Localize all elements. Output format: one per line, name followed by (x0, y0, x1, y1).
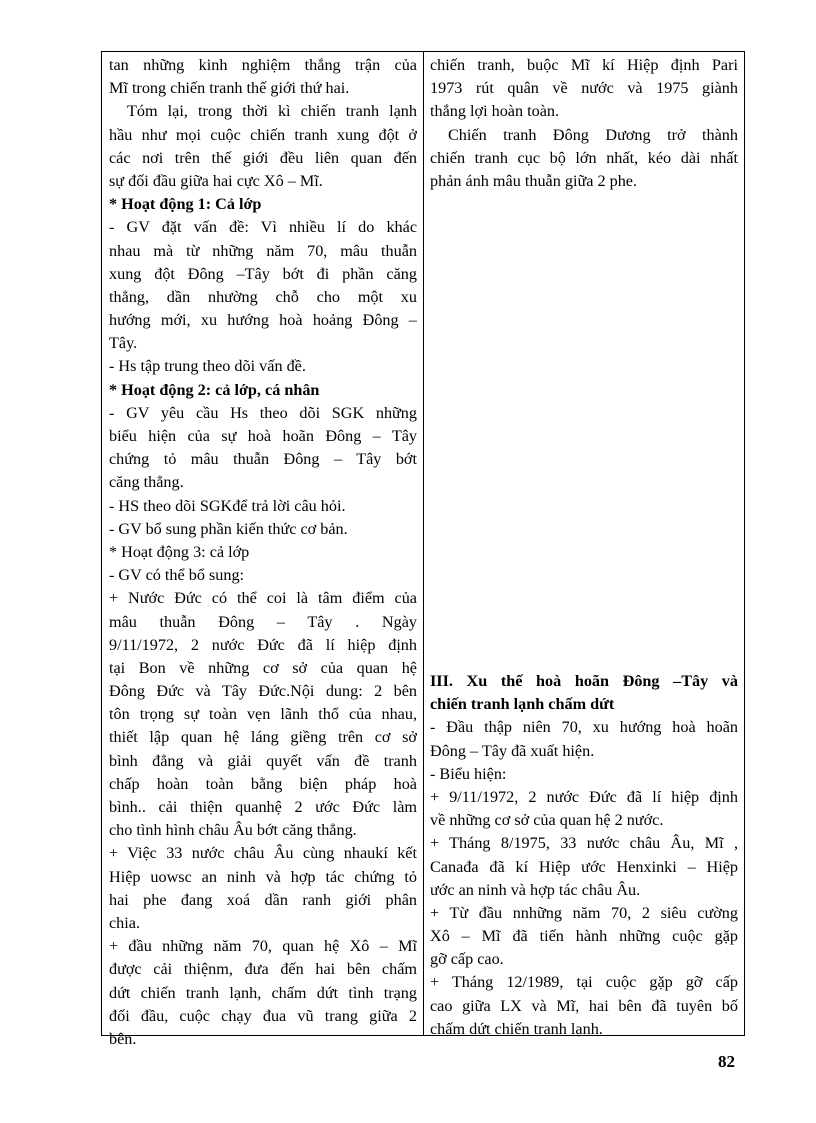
text-line: + Việc 33 nước châu Âu cùng nhaukí kết (109, 844, 417, 863)
text-line: Canađa đã kí Hiệp ước Henxinki – Hiệp (430, 857, 738, 876)
text-line: bình đẳng và giải quyết vấn đề tranh (109, 751, 417, 770)
text-line: Chiến tranh Đông Dương trở thành (448, 125, 738, 144)
text-line: - GV yêu cầu Hs theo dõi SGK những (109, 403, 417, 422)
text-line: cao giữa LX và Mĩ, hai bên đã tuyên bố (430, 996, 738, 1015)
teacher-student-activities-column (102, 52, 424, 1048)
text-line: mâu thuẫn Đông – Tây . Ngày (109, 612, 417, 631)
text-line: ước an ninh và hợp tác châu Âu. (430, 880, 641, 899)
content-table (101, 51, 745, 1048)
text-line: + đầu những năm 70, quan hệ Xô – Mĩ (109, 937, 417, 956)
text-line: tại Bon về những cơ sở của quan hệ (109, 658, 417, 677)
text-line: chiến tranh cục bộ lớn nhất, kéo dài nhất (430, 148, 738, 167)
text-line: thẳng, dần nhường chỗ cho một xu (109, 287, 417, 306)
text-line: Đông – Tây đã xuất hiện. (430, 741, 595, 760)
text-line: gỡ cấp cao. (430, 950, 504, 969)
text-line: cho tình hình châu Âu bớt căng thẳng. (109, 821, 357, 840)
text-line: chấm dứt chiến tranh lạnh. (430, 1019, 603, 1038)
text-line: bình.. cải thiện quanhệ 2 ước Đức làm (109, 798, 417, 816)
text-line: - GV bổ sung phần kiến thức cơ bản. (109, 519, 348, 538)
text-line: chấp hoàn toàn bằng biện pháp hoà (109, 774, 417, 793)
text-line: + Tháng 12/1989, tại cuộc gặp gỡ cấp (430, 973, 738, 992)
activity-heading: * Hoạt động 2: cả lớp, cá nhân (109, 380, 320, 399)
text-line: hầu như mọi cuộc chiến tranh xung đột ở (109, 125, 417, 144)
page-number: 82 (718, 1052, 735, 1071)
text-line: Xô – Mĩ đã tiến hành những cuộc gặp (430, 927, 738, 946)
activity-heading: * Hoạt động 3: cả lớp (109, 542, 250, 561)
text-line: Mĩ trong chiến tranh thế giới thứ hai. (109, 79, 350, 98)
section-heading: III. Xu thế hoà hoãn Đông –Tây và (430, 672, 738, 690)
right-top-block (430, 54, 738, 193)
text-line: + Từ đầu nnhững năm 70, 2 siêu cường (430, 903, 738, 922)
text-line: Tóm lại, trong thời kì chiến tranh lạnh (127, 102, 417, 121)
text-line: tan những kinh nghiệm thắng trận của (109, 56, 417, 74)
text-line: hướng mới, xu hướng hoà hoảng Đông – (109, 311, 417, 330)
text-line: - GV có thể bổ sung: (109, 566, 245, 585)
text-line: - Biểu hiện: (430, 764, 507, 783)
text-line: xung đột Đông –Tây bớt đi phần căng (109, 264, 417, 283)
text-line: Hiệp uowsc an ninh và hợp tác chứng tỏ (109, 867, 417, 886)
text-line: biểu hiện của sự hoà hoãn Đông – Tây (109, 427, 417, 445)
text-line: + Tháng 8/1975, 33 nước châu Âu, Mĩ , (430, 834, 738, 853)
activity-heading: * Hoạt động 1: Cả lớp (109, 195, 262, 214)
text-line: phản ánh mâu thuẫn giữa 2 phe. (430, 171, 638, 190)
text-line: chia. (109, 913, 141, 932)
section-heading: chiến tranh lạnh chấm dứt (430, 695, 615, 714)
key-content-column (424, 52, 744, 1038)
text-line: thắng lợi hoàn toàn. (430, 102, 560, 121)
text-line: dứt chiến tranh lạnh, chấm dứt tình trạng (109, 983, 417, 1002)
text-line: Tây. (109, 334, 138, 353)
text-line: + Nước Đức có thể coi là tâm điểm của (109, 589, 417, 608)
text-line: nhau mà từ những năm 70, mâu thuẫn (109, 241, 417, 260)
text-line: thiết lập quan hệ láng giềng trên cơ sở (109, 728, 417, 747)
text-line: căng thẳng. (109, 473, 184, 492)
text-line: - Hs tập trung theo dõi vấn đề. (109, 357, 306, 376)
text-line: Đông Đức và Tây Đức.Nội dung: 2 bên (109, 682, 417, 701)
section-iii-block (430, 670, 738, 1041)
text-line: bên. (109, 1029, 137, 1048)
text-line: chiến tranh, buộc Mĩ kí Hiệp định Pari (430, 56, 738, 74)
text-line: - GV đặt vấn đề: Vì nhiều lí do khác (109, 218, 417, 237)
text-line: 9/11/1972, 2 nước Đức đã lí hiệp định (109, 635, 417, 654)
text-line: sự đối đầu giữa hai cực Xô – Mĩ. (109, 171, 323, 190)
text-line: về những cơ sở của quan hệ 2 nước. (430, 811, 664, 830)
text-line: được cải thiệnm, đưa đến hai bên chấm (109, 960, 417, 979)
text-line: - HS theo dõi SGKđể trả lời câu hỏi. (109, 496, 346, 515)
text-line: đối đầu, cuộc chạy đua vũ trang giữa 2 (109, 1006, 417, 1025)
text-line: chứng tỏ mâu thuẫn Đông – Tây bớt (109, 450, 417, 469)
text-line: 1973 rút quân về nước và 1975 giành (430, 79, 738, 98)
text-line: tôn trọng sự toàn vẹn lãnh thổ của nhau, (109, 705, 417, 724)
text-line: - Đầu thập niên 70, xu hướng hoà hoãn (430, 718, 738, 737)
text-line: hai phe đang xoá dần ranh giới phân (109, 890, 417, 909)
text-line: các nơi trên thế giới đều liên quan đến (109, 148, 417, 167)
text-line: + 9/11/1972, 2 nước Đức đã lí hiệp định (430, 787, 738, 806)
